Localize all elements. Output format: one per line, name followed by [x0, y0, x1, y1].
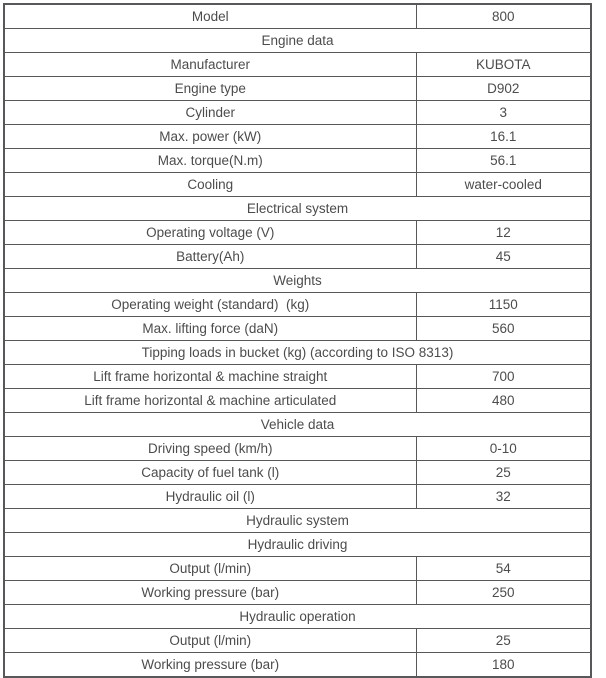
spec-value: 0-10	[416, 437, 591, 461]
spec-value: 25	[416, 461, 591, 485]
spec-row	[4, 77, 591, 101]
section-header: Hydraulic operation	[4, 605, 591, 629]
section-header: Weights	[4, 269, 591, 293]
section-header: Hydraulic driving	[4, 533, 591, 557]
spec-row	[4, 485, 591, 509]
spec-label: Cylinder	[4, 101, 416, 125]
spec-value: 560	[416, 317, 591, 341]
spec-label: Lift frame horizontal & machine straight	[4, 365, 416, 389]
spec-row	[4, 101, 591, 125]
spec-row	[4, 317, 591, 341]
spec-label: Lift frame horizontal & machine articulated	[4, 389, 416, 413]
spec-label: Max. torque(N.m)	[4, 149, 416, 173]
section-header: Tipping loads in bucket (kg) (according to ISO 8313)	[4, 341, 591, 365]
spec-row	[4, 53, 591, 77]
spec-row	[4, 557, 591, 581]
spec-row	[4, 293, 591, 317]
section-header: Engine data	[4, 29, 591, 53]
spec-label: Hydraulic oil (l)	[4, 485, 416, 509]
spec-row	[4, 245, 591, 269]
spec-label: Max. power (kW)	[4, 125, 416, 149]
section-header: Vehicle data	[4, 413, 591, 437]
section-row	[4, 413, 591, 437]
spec-value: 800	[416, 4, 591, 29]
spec-label: Output (l/min)	[4, 629, 416, 653]
spec-label: Cooling	[4, 173, 416, 197]
spec-row	[4, 389, 591, 413]
spec-label: Driving speed (km/h)	[4, 437, 416, 461]
spec-value: 12	[416, 221, 591, 245]
spec-value: 25	[416, 629, 591, 653]
spec-label: Operating weight (standard) (kg)	[4, 293, 416, 317]
spec-row	[4, 365, 591, 389]
section-header: Hydraulic system	[4, 509, 591, 533]
spec-row	[4, 125, 591, 149]
spec-row	[4, 437, 591, 461]
spec-value: water-cooled	[416, 173, 591, 197]
spec-value: 45	[416, 245, 591, 269]
section-row	[4, 269, 591, 293]
spec-label: Operating voltage (V)	[4, 221, 416, 245]
spec-row	[4, 653, 591, 678]
spec-label: Capacity of fuel tank (l)	[4, 461, 416, 485]
spec-value: 480	[416, 389, 591, 413]
section-header: Electrical system	[4, 197, 591, 221]
spec-label: Battery(Ah)	[4, 245, 416, 269]
section-row	[4, 197, 591, 221]
spec-value: 1150	[416, 293, 591, 317]
spec-label: Working pressure (bar)	[4, 653, 416, 678]
spec-label: Engine type	[4, 77, 416, 101]
spec-row	[4, 221, 591, 245]
spec-value: 3	[416, 101, 591, 125]
spec-value: 180	[416, 653, 591, 678]
spec-value: 16.1	[416, 125, 591, 149]
spec-row	[4, 581, 591, 605]
spec-value: 250	[416, 581, 591, 605]
spec-value: 54	[416, 557, 591, 581]
spec-label: Output (l/min)	[4, 557, 416, 581]
spec-label: Model	[4, 4, 416, 29]
spec-value: 32	[416, 485, 591, 509]
section-row	[4, 533, 591, 557]
section-row	[4, 341, 591, 365]
spec-row	[4, 149, 591, 173]
spec-table	[3, 3, 592, 678]
spec-value: 700	[416, 365, 591, 389]
spec-row	[4, 4, 591, 29]
spec-value: 56.1	[416, 149, 591, 173]
spec-label: Working pressure (bar)	[4, 581, 416, 605]
spec-row	[4, 461, 591, 485]
section-row	[4, 29, 591, 53]
section-row	[4, 605, 591, 629]
spec-label: Manufacturer	[4, 53, 416, 77]
section-row	[4, 509, 591, 533]
spec-value: KUBOTA	[416, 53, 591, 77]
spec-row	[4, 629, 591, 653]
spec-row	[4, 173, 591, 197]
spec-label: Max. lifting force (daN)	[4, 317, 416, 341]
spec-value: D902	[416, 77, 591, 101]
